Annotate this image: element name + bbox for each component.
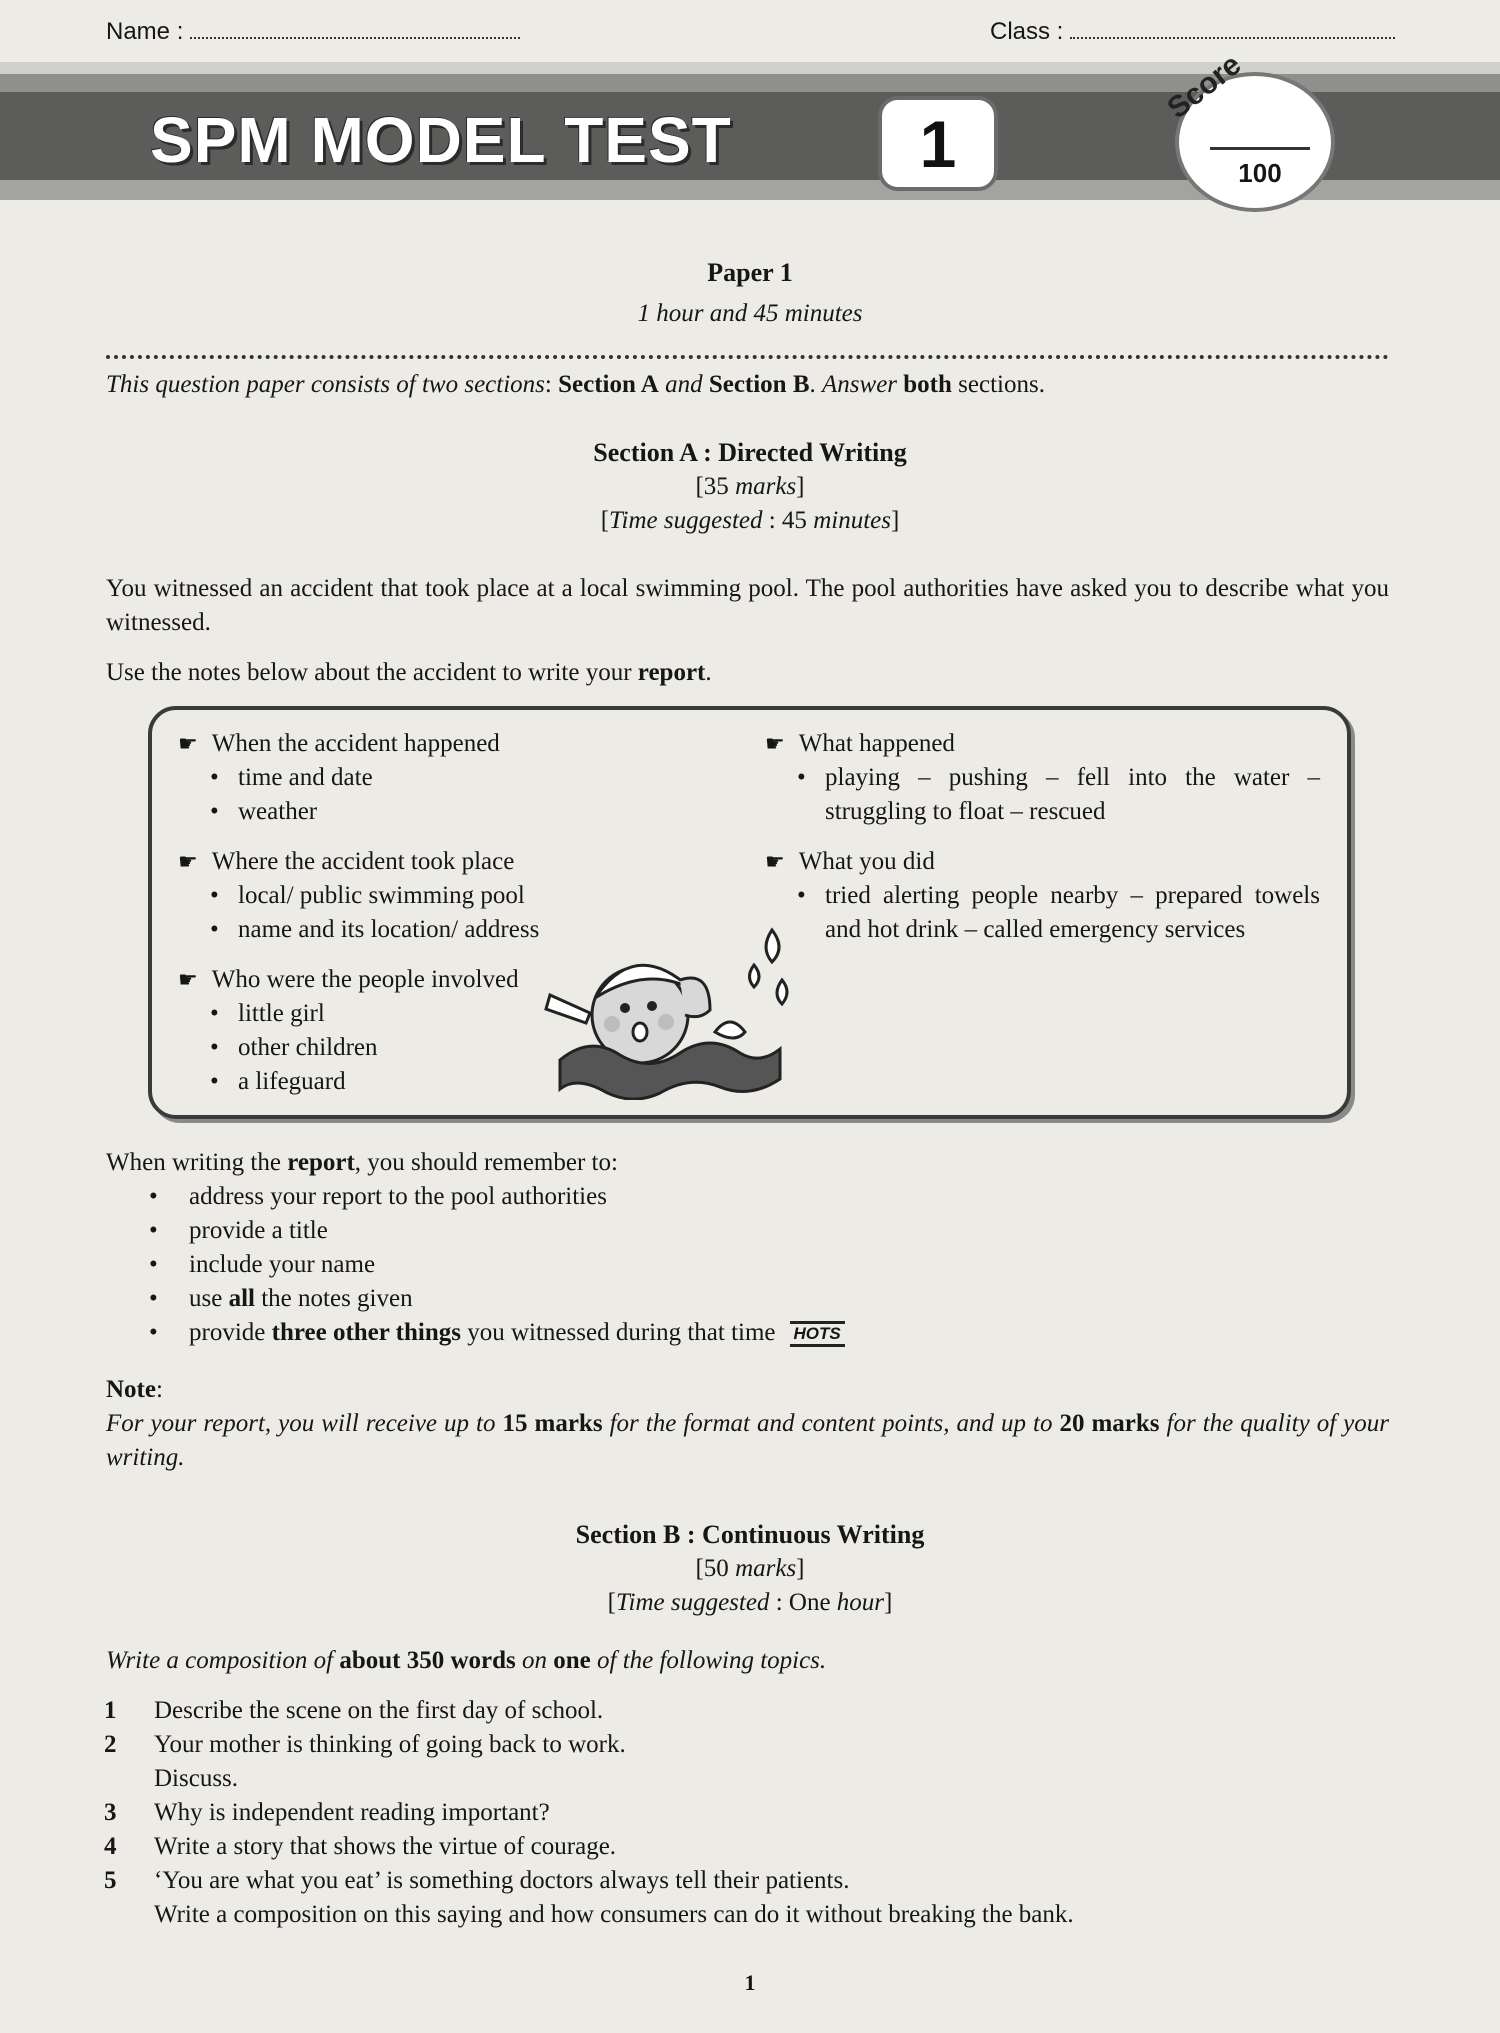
topic-list bbox=[104, 1694, 1387, 1932]
page-number: 1 bbox=[744, 1970, 756, 1995]
instr-part: Answer bbox=[822, 371, 904, 398]
note-item: • name and its location/ address bbox=[210, 913, 618, 947]
remember-part: use bbox=[189, 1285, 229, 1312]
note-what bbox=[765, 727, 1320, 829]
note-item: • other children bbox=[210, 1031, 598, 1065]
class-label: Class : bbox=[990, 18, 1064, 45]
instr-part: Section A bbox=[558, 371, 659, 398]
note-item: • a lifeguard bbox=[210, 1065, 598, 1099]
instr-part: Section B bbox=[708, 371, 810, 398]
time-part: minutes bbox=[813, 507, 891, 534]
instr-part: about 350 words bbox=[339, 1647, 516, 1674]
section-b-title: Section B : Continuous Writing bbox=[575, 1520, 925, 1549]
remember-part: provide bbox=[189, 1319, 272, 1346]
topic-number: 4 bbox=[104, 1833, 117, 1860]
class-blank bbox=[1070, 37, 1395, 39]
remember-item: • address your report to the pool authorities bbox=[106, 1180, 1389, 1214]
topic-item bbox=[104, 1796, 1387, 1830]
test-title: SPM MODEL TEST bbox=[150, 104, 732, 176]
instr-part: sections. bbox=[951, 371, 1045, 398]
marks-part: marks bbox=[735, 473, 797, 500]
note-item: • tried alerting people nearby – prepared towels and hot drink – called emergency services bbox=[797, 879, 1320, 947]
dotted-rule bbox=[106, 355, 1389, 359]
time-part: ] bbox=[890, 507, 900, 534]
note-label-text: Note bbox=[106, 1376, 156, 1403]
pointing-hand-icon: ☛ bbox=[178, 849, 198, 874]
note-item: • time and date bbox=[210, 761, 598, 795]
note-item: • weather bbox=[210, 795, 598, 829]
note-item: • local/ public swimming pool bbox=[210, 879, 618, 913]
remember-item: • include your name bbox=[106, 1248, 1389, 1282]
hots-badge: HOTS bbox=[790, 1321, 845, 1347]
section-b-time bbox=[0, 1586, 1500, 1620]
instr-part: and bbox=[658, 371, 709, 398]
remember-part: you witnessed during that time bbox=[460, 1319, 776, 1346]
time-part: : One bbox=[769, 1589, 837, 1616]
note-who bbox=[178, 963, 598, 1099]
time-part: hour bbox=[836, 1589, 885, 1616]
score-max: 100 bbox=[1238, 158, 1282, 188]
section-a-intro: You witnessed an accident that took place at a local swimming pool. The pool authorities have asked you to describe what you witnessed. bbox=[106, 575, 1389, 636]
pointing-hand-icon: ☛ bbox=[178, 967, 198, 992]
topic-item bbox=[104, 1830, 1387, 1864]
topic-text: Write a story that shows the virtue of courage. bbox=[154, 1833, 617, 1860]
note-heading: What happened bbox=[798, 730, 955, 757]
use-notes-line bbox=[106, 656, 712, 690]
topic-item bbox=[104, 1864, 1387, 1932]
section-a-time bbox=[0, 504, 1500, 538]
pointing-hand-icon: ☛ bbox=[765, 849, 785, 874]
topic-text: Why is independent reading important? bbox=[154, 1799, 550, 1826]
topic-item bbox=[104, 1694, 1387, 1728]
note-part: 20 marks bbox=[1059, 1410, 1160, 1437]
name-label: Name : bbox=[106, 18, 184, 45]
time-part: : 45 bbox=[762, 507, 814, 534]
test-number: 1 bbox=[878, 96, 998, 191]
topic-text: Describe the scene on the first day of school. bbox=[154, 1697, 604, 1724]
instr-part: This question paper consists of two sections bbox=[106, 371, 545, 398]
use-notes-part: . bbox=[705, 659, 712, 686]
score-line bbox=[1210, 147, 1310, 150]
time-part: Time suggested bbox=[615, 1589, 770, 1616]
instr-part: Write a composition of bbox=[106, 1647, 340, 1674]
topic-number: 3 bbox=[104, 1799, 117, 1826]
marks-part: ] bbox=[796, 473, 805, 500]
note-heading: What you did bbox=[798, 848, 935, 875]
note-label bbox=[106, 1373, 163, 1407]
instr-part: one bbox=[553, 1647, 591, 1674]
marks-part: [35 bbox=[695, 473, 736, 500]
instr-part: both bbox=[903, 371, 952, 398]
note-heading: Who were the people involved bbox=[211, 966, 519, 993]
note-heading: When the accident happened bbox=[211, 730, 500, 757]
instr-part: : bbox=[544, 371, 559, 398]
remember-section bbox=[106, 1146, 1389, 1350]
score-label: Score bbox=[1161, 47, 1248, 126]
time-part: ] bbox=[884, 1589, 893, 1616]
note-part: for the quality of your writing. bbox=[106, 1410, 1390, 1471]
instr-part: on bbox=[515, 1647, 554, 1674]
note-colon: : bbox=[155, 1376, 163, 1403]
time-part: [ bbox=[600, 507, 610, 534]
remember-part: the notes given bbox=[254, 1285, 413, 1312]
marks-part: [50 bbox=[695, 1555, 736, 1582]
marks-part: ] bbox=[796, 1555, 805, 1582]
name-blank bbox=[190, 37, 520, 39]
paper-title: Paper 1 bbox=[707, 258, 793, 287]
remember-part: , you should remember to: bbox=[354, 1149, 618, 1176]
marks-part: marks bbox=[735, 1555, 797, 1582]
remember-item bbox=[106, 1316, 1389, 1350]
note-did bbox=[765, 845, 1320, 947]
remember-item: • provide a title bbox=[106, 1214, 1389, 1248]
drowning-child-illustration bbox=[540, 920, 810, 1100]
remember-part: report bbox=[287, 1149, 355, 1176]
pointing-hand-icon: ☛ bbox=[178, 731, 198, 756]
note-part: for the format and content points, and up to bbox=[602, 1410, 1060, 1437]
instr-part: . bbox=[809, 371, 823, 398]
section-a-title: Section A : Directed Writing bbox=[593, 438, 907, 467]
note-item: • little girl bbox=[210, 997, 598, 1031]
time-part: Time suggested bbox=[609, 507, 763, 534]
note-item: • playing – pushing – fell into the water – struggling to float – rescued bbox=[797, 761, 1320, 829]
topic-text: Your mother is thinking of going back to work. bbox=[154, 1731, 626, 1758]
section-a-marks bbox=[0, 470, 1500, 504]
name-field bbox=[106, 18, 520, 46]
remember-part: When writing the bbox=[106, 1149, 288, 1176]
paper-instructions bbox=[106, 368, 1045, 402]
instr-part: of the following topics. bbox=[590, 1647, 827, 1674]
section-b-instructions bbox=[106, 1644, 826, 1678]
remember-item bbox=[106, 1282, 1389, 1316]
note-text bbox=[106, 1407, 1389, 1475]
class-field bbox=[990, 18, 1395, 46]
topic-number: 2 bbox=[104, 1731, 117, 1758]
pointing-hand-icon: ☛ bbox=[765, 731, 785, 756]
note-heading: Where the accident took place bbox=[211, 848, 515, 875]
paper-duration: 1 hour and 45 minutes bbox=[637, 300, 863, 327]
note-part: For your report, you will receive up to bbox=[106, 1410, 503, 1437]
topic-text: Write a composition on this saying and how consumers can do it without breaking the bank. bbox=[154, 1901, 1074, 1928]
note-part: 15 marks bbox=[502, 1410, 603, 1437]
section-b-marks bbox=[0, 1552, 1500, 1586]
topic-number: 5 bbox=[104, 1867, 117, 1894]
topic-item bbox=[104, 1728, 1387, 1796]
use-notes-part: report bbox=[637, 659, 706, 686]
use-notes-part: Use the notes below about the accident to write your bbox=[106, 659, 638, 686]
remember-part: three other things bbox=[271, 1319, 461, 1346]
topic-text: Discuss. bbox=[154, 1765, 239, 1792]
topic-text: ‘You are what you eat’ is something doctors always tell their patients. bbox=[154, 1867, 850, 1894]
note-when bbox=[178, 727, 598, 829]
remember-intro bbox=[106, 1146, 1389, 1180]
remember-part: all bbox=[228, 1285, 255, 1312]
time-part: [ bbox=[607, 1589, 616, 1616]
topic-number: 1 bbox=[104, 1697, 117, 1724]
